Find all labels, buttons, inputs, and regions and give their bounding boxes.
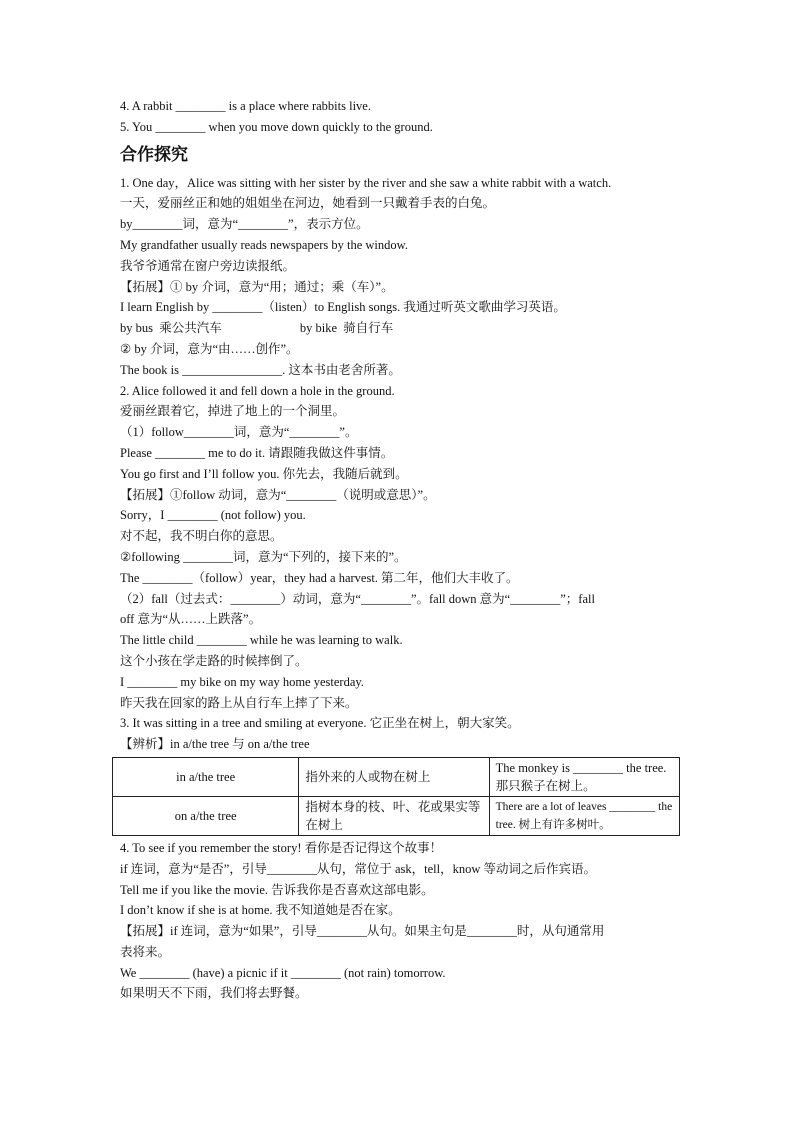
text-line: My grandfather usually reads newspapers by the window. (120, 237, 409, 252)
text-line: Please ________ me to do it. 请跟随我做这件事情。 (120, 445, 394, 460)
text-line: 这个小孩在学走路的时候摔倒了。 (120, 653, 308, 668)
text-line: 【辨析】in a/the tree 与 on a/the tree (120, 737, 310, 752)
text-line: Sorry，I ________ (not follow) you. (120, 508, 306, 523)
worksheet-page (120, 96, 680, 1004)
text-line: （2）fall（过去式：________）动词，意为“________”。fall down 意为“________”；fall (120, 591, 595, 606)
comparison-table (112, 757, 680, 836)
text-line: 【拓展】if 连词，意为“如果”，引导________从句。如果主句是________时，从句通常用 (120, 924, 605, 939)
text-line: The ________（follow）year，they had a harvest. 第二年，他们大丰收了。 (120, 570, 519, 585)
text-line: 昨天我在回家的路上从自行车上摔了下来。 (120, 695, 358, 710)
text-line: 一天，爱丽丝正和她的姐姐坐在河边，她看到一只戴着手表的白兔。 (120, 196, 496, 211)
table-cell: on a/the tree (113, 796, 299, 835)
table-row (113, 796, 680, 835)
text-line: 我爷爷通常在窗户旁边读报纸。 (120, 258, 296, 273)
table-cell: The monkey is ________ the tree. 那只猴子在树上。 (489, 757, 679, 796)
section-title: 合作探究 (120, 144, 188, 165)
text-line: 2. Alice followed it and fell down a hole in the ground. (120, 383, 395, 398)
text-line: I ________ my bike on my way home yesterday. (120, 674, 364, 689)
table-cell: There are a lot of leaves ________ the tree. 树上有许多树叶。 (489, 796, 679, 835)
table-cell: 指树本身的枝、叶、花或果实等在树上 (299, 796, 489, 835)
text-line: 爱丽丝跟着它，掉进了地上的一个洞里。 (120, 404, 346, 419)
text-line: Tell me if you like the movie. 告诉我你是否喜欢这部电影。 (120, 882, 434, 897)
exercise-line: 4. A rabbit ________ is a place where rabbits live. (120, 99, 371, 113)
text-line: by bus 乘公共汽车 by bike 骑自行车 (120, 321, 394, 336)
text-line: 对不起，我不明白你的意思。 (120, 529, 283, 544)
text-line: by________词，意为“________”，表示方位。 (120, 217, 369, 232)
table-cell: 指外来的人或物在树上 (299, 757, 489, 796)
text-line: We ________ (have) a picnic if it ________ (not rain) tomorrow. (120, 965, 446, 980)
text-line: 【拓展】①follow 动词，意为“________（说明或意思）”。 (120, 487, 436, 502)
text-line: The little child ________ while he was learning to walk. (120, 633, 403, 648)
text-line: You go first and I’ll follow you. 你先去，我随后就到。 (120, 466, 408, 481)
text-line: I learn English by ________（listen）to English songs. 我通过听英文歌曲学习英语。 (120, 300, 566, 315)
text-line: if 连词，意为“是否”，引导________从句，常位于 ask，tell，know 等动词之后作宾语。 (120, 861, 597, 876)
exercise-line: 5. You ________ when you move down quickly to the ground. (120, 119, 433, 134)
text-line: off 意为“从……上跌落”。 (120, 612, 262, 627)
text-line: The book is ________________. 这本书由老舍所著。 (120, 362, 401, 377)
table-cell: in a/the tree (113, 757, 299, 796)
text-line: 如果明天不下雨，我们将去野餐。 (120, 986, 308, 1001)
text-line: ②following ________词，意为“下列的，接下来的”。 (120, 549, 407, 564)
text-line: 3. It was sitting in a tree and smiling at everyone. 它正坐在树上，朝大家笑。 (120, 716, 520, 731)
table-row (113, 757, 680, 796)
text-line: 4. To see if you remember the story! 看你是否记得这个故事！ (120, 840, 443, 855)
text-line: 1. One day，Alice was sitting with her sister by the river and she saw a white rabbit with a watch. (120, 175, 612, 190)
text-line: ② by 介词，意为“由……创作”。 (120, 341, 299, 356)
text-line: （1）follow________词，意为“________”。 (120, 425, 358, 440)
text-line: 【拓展】① by 介词，意为“用；通过；乘（车）”。 (120, 279, 394, 294)
text-line: I don’t know if she is at home. 我不知道她是否在家。 (120, 903, 401, 918)
text-line: 表将来。 (120, 944, 171, 959)
